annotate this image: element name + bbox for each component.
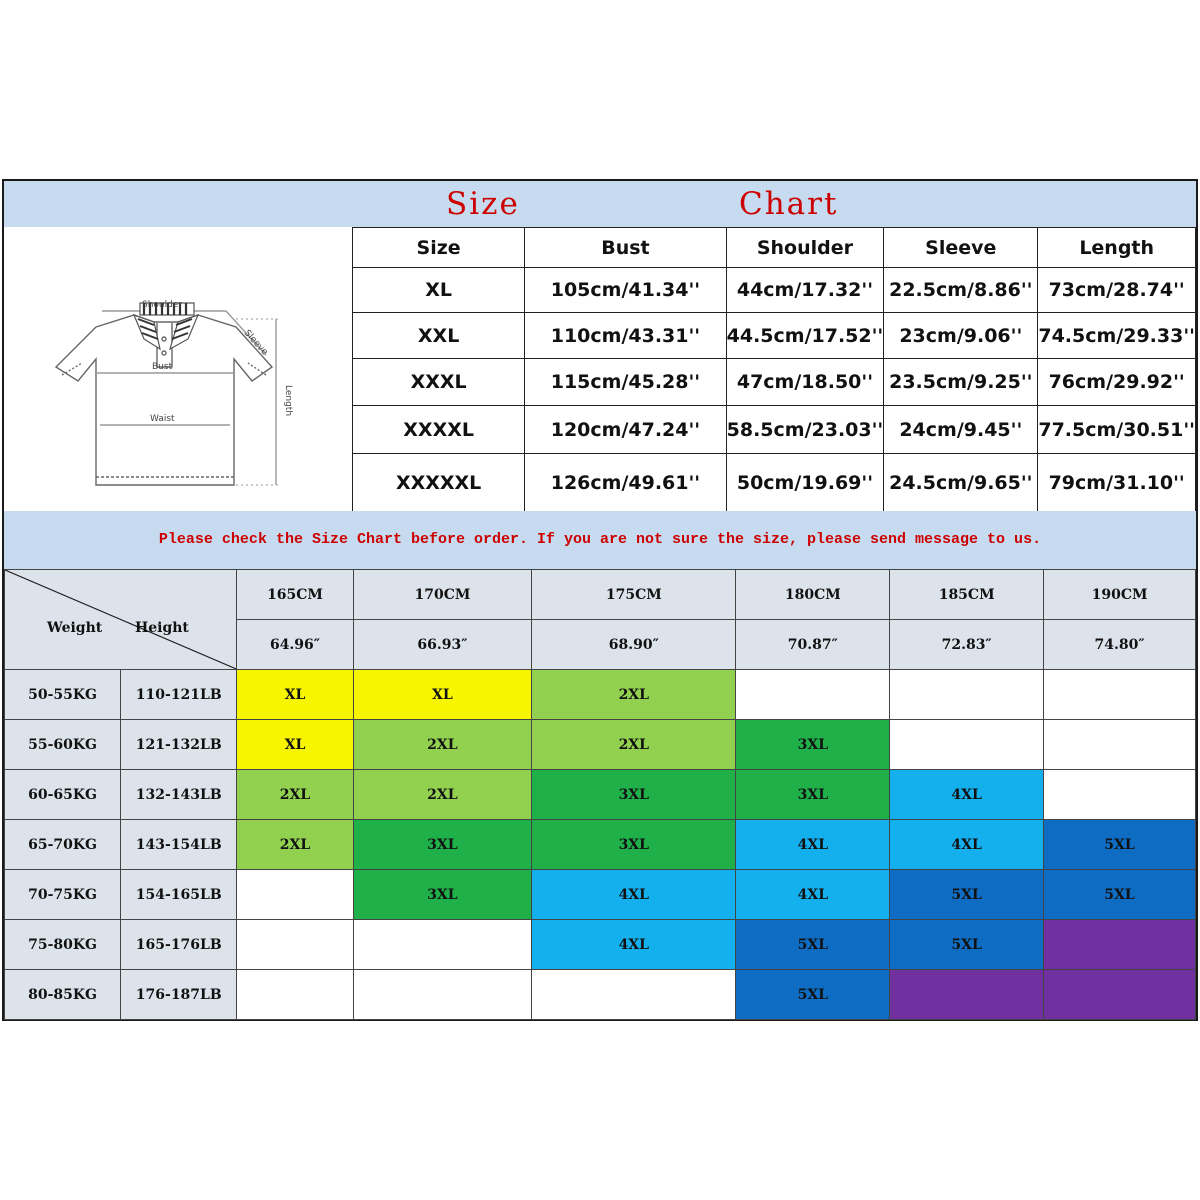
length-cell: 76cm/29.92'' bbox=[1038, 359, 1196, 406]
weight-kg-cell: 50-55KG bbox=[5, 670, 121, 720]
weight-height-corner bbox=[5, 570, 237, 670]
size-recommendation-cell: 5XL bbox=[1044, 870, 1196, 920]
size-recommendation-cell bbox=[353, 920, 532, 970]
size-recommendation-cell bbox=[1044, 920, 1196, 970]
size-recommendation-cell: XL bbox=[237, 670, 353, 720]
size-recommendation-cell bbox=[890, 720, 1044, 770]
size-recommendation-cell bbox=[890, 970, 1044, 1020]
header-sleeve: Sleeve bbox=[884, 228, 1038, 268]
length-cell: 74.5cm/29.33'' bbox=[1038, 313, 1196, 359]
size-recommendation-cell: 4XL bbox=[532, 920, 736, 970]
header-bust: Bust bbox=[525, 228, 726, 268]
table-row bbox=[5, 920, 1196, 970]
size-recommendation-cell bbox=[736, 670, 890, 720]
header-length: Length bbox=[1038, 228, 1196, 268]
weight-kg-cell: 60-65KG bbox=[5, 770, 121, 820]
size-recommendation-cell: 3XL bbox=[353, 870, 532, 920]
size-recommendation-cell: 3XL bbox=[736, 770, 890, 820]
length-cell: 79cm/31.10'' bbox=[1038, 454, 1196, 512]
sleeve-cell: 24cm/9.45'' bbox=[884, 406, 1038, 454]
title-band bbox=[4, 181, 1196, 227]
bust-cell: 126cm/49.61'' bbox=[525, 454, 726, 512]
size-recommendation-cell: 2XL bbox=[353, 770, 532, 820]
height-cm-header: 175CM bbox=[532, 570, 736, 620]
size-recommendation-cell bbox=[237, 870, 353, 920]
size-recommendation-cell: XL bbox=[353, 670, 532, 720]
size-recommendation-cell bbox=[1044, 720, 1196, 770]
size-recommendation-cell: 5XL bbox=[890, 870, 1044, 920]
sleeve-cell: 22.5cm/8.86'' bbox=[884, 268, 1038, 313]
height-cm-header: 185CM bbox=[890, 570, 1044, 620]
size-recommendation-cell: 2XL bbox=[532, 670, 736, 720]
length-cell: 73cm/28.74'' bbox=[1038, 268, 1196, 313]
size-recommendation-cell: 3XL bbox=[736, 720, 890, 770]
size-recommendation-cell: 5XL bbox=[736, 920, 890, 970]
height-in-header: 70.87″ bbox=[736, 620, 890, 670]
weight-kg-cell: 70-75KG bbox=[5, 870, 121, 920]
title-size: Size bbox=[446, 186, 520, 222]
bust-cell: 105cm/41.34'' bbox=[525, 268, 726, 313]
shoulder-label: Shoulder bbox=[142, 300, 183, 310]
size-recommendation-cell: 2XL bbox=[353, 720, 532, 770]
size-cell: XL bbox=[353, 268, 525, 313]
diagonal-divider bbox=[5, 570, 236, 669]
size-recommendation-cell: 4XL bbox=[736, 870, 890, 920]
bust-cell: 115cm/45.28'' bbox=[525, 359, 726, 406]
weight-lb-cell: 165-176LB bbox=[121, 920, 237, 970]
sleeve-cell: 24.5cm/9.65'' bbox=[884, 454, 1038, 512]
bust-cell: 110cm/43.31'' bbox=[525, 313, 726, 359]
height-cm-header: 190CM bbox=[1044, 570, 1196, 620]
shoulder-cell: 44.5cm/17.52'' bbox=[726, 313, 884, 359]
size-recommendation-cell: 4XL bbox=[532, 870, 736, 920]
size-recommendation-cell: 4XL bbox=[890, 770, 1044, 820]
size-recommendation-cell: 4XL bbox=[736, 820, 890, 870]
weight-lb-cell: 132-143LB bbox=[121, 770, 237, 820]
weight-kg-cell: 75-80KG bbox=[5, 920, 121, 970]
size-recommendation-cell bbox=[353, 970, 532, 1020]
sleeve-label: Sleeve bbox=[241, 328, 270, 358]
height-cm-header: 165CM bbox=[237, 570, 353, 620]
size-recommendation-cell: 5XL bbox=[890, 920, 1044, 970]
header-shoulder: Shoulder bbox=[726, 228, 884, 268]
size-recommendation-cell: 4XL bbox=[890, 820, 1044, 870]
weight-lb-cell: 110-121LB bbox=[121, 670, 237, 720]
length-label: Length bbox=[283, 385, 293, 417]
size-recommendation-cell: 3XL bbox=[353, 820, 532, 870]
weight-label: Weight bbox=[47, 620, 103, 636]
size-recommendation-cell: 3XL bbox=[532, 820, 736, 870]
size-recommendation-cell: 2XL bbox=[237, 820, 353, 870]
shoulder-cell: 50cm/19.69'' bbox=[726, 454, 884, 512]
size-cell: XXL bbox=[353, 313, 525, 359]
height-in-header: 64.96″ bbox=[237, 620, 353, 670]
table-row bbox=[5, 870, 1196, 920]
shoulder-cell: 44cm/17.32'' bbox=[726, 268, 884, 313]
weight-lb-cell: 143-154LB bbox=[121, 820, 237, 870]
shoulder-cell: 58.5cm/23.03'' bbox=[726, 406, 884, 454]
table-row bbox=[5, 820, 1196, 870]
measurement-table bbox=[352, 227, 1196, 512]
height-in-header: 72.83″ bbox=[890, 620, 1044, 670]
table-row bbox=[353, 359, 1196, 406]
size-recommendation-cell: 3XL bbox=[532, 770, 736, 820]
size-recommendation-cell: 5XL bbox=[1044, 820, 1196, 870]
size-cell: XXXXXL bbox=[353, 454, 525, 512]
length-cell: 77.5cm/30.51'' bbox=[1038, 406, 1196, 454]
table-row bbox=[5, 970, 1196, 1020]
bust-cell: 120cm/47.24'' bbox=[525, 406, 726, 454]
height-in-header: 66.93″ bbox=[353, 620, 532, 670]
weight-lb-cell: 154-165LB bbox=[121, 870, 237, 920]
size-recommendation-cell: XL bbox=[237, 720, 353, 770]
table-row bbox=[353, 268, 1196, 313]
height-in-header: 74.80″ bbox=[1044, 620, 1196, 670]
weight-kg-cell: 65-70KG bbox=[5, 820, 121, 870]
table-row bbox=[5, 720, 1196, 770]
size-chart bbox=[2, 179, 1198, 1021]
size-recommendation-cell bbox=[237, 920, 353, 970]
waist-label: Waist bbox=[150, 414, 175, 424]
size-cell: XXXXL bbox=[353, 406, 525, 454]
sleeve-cell: 23cm/9.06'' bbox=[884, 313, 1038, 359]
table-row bbox=[353, 406, 1196, 454]
recommendation-grid bbox=[4, 569, 1196, 1020]
bust-label: Bust bbox=[152, 362, 173, 372]
table-row bbox=[353, 454, 1196, 512]
size-recommendation-cell: 2XL bbox=[237, 770, 353, 820]
header-size: Size bbox=[353, 228, 525, 268]
shoulder-cell: 47cm/18.50'' bbox=[726, 359, 884, 406]
size-recommendation-cell bbox=[890, 670, 1044, 720]
size-cell: XXXL bbox=[353, 359, 525, 406]
sleeve-cell: 23.5cm/9.25'' bbox=[884, 359, 1038, 406]
size-recommendation-cell bbox=[532, 970, 736, 1020]
table-row bbox=[353, 313, 1196, 359]
notice-band bbox=[4, 511, 1196, 569]
polo-shirt-icon bbox=[4, 227, 352, 511]
size-recommendation-cell bbox=[1044, 770, 1196, 820]
polo-shirt-diagram bbox=[4, 227, 352, 511]
size-recommendation-cell bbox=[1044, 670, 1196, 720]
height-cm-header: 170CM bbox=[353, 570, 532, 620]
size-recommendation-cell bbox=[237, 970, 353, 1020]
height-label: Height bbox=[135, 620, 189, 636]
weight-lb-cell: 176-187LB bbox=[121, 970, 237, 1020]
notice-text: Please check the Size Chart before order. If you are not sure the size, please send message to us. bbox=[158, 531, 1042, 548]
table-row bbox=[5, 670, 1196, 720]
size-recommendation-cell: 5XL bbox=[736, 970, 890, 1020]
weight-lb-cell: 121-132LB bbox=[121, 720, 237, 770]
weight-kg-cell: 80-85KG bbox=[5, 970, 121, 1020]
height-cm-header: 180CM bbox=[736, 570, 890, 620]
size-recommendation-cell: 2XL bbox=[532, 720, 736, 770]
weight-kg-cell: 55-60KG bbox=[5, 720, 121, 770]
table-row bbox=[5, 770, 1196, 820]
size-recommendation-cell bbox=[1044, 970, 1196, 1020]
height-in-header: 68.90″ bbox=[532, 620, 736, 670]
title-chart: Chart bbox=[739, 186, 839, 222]
